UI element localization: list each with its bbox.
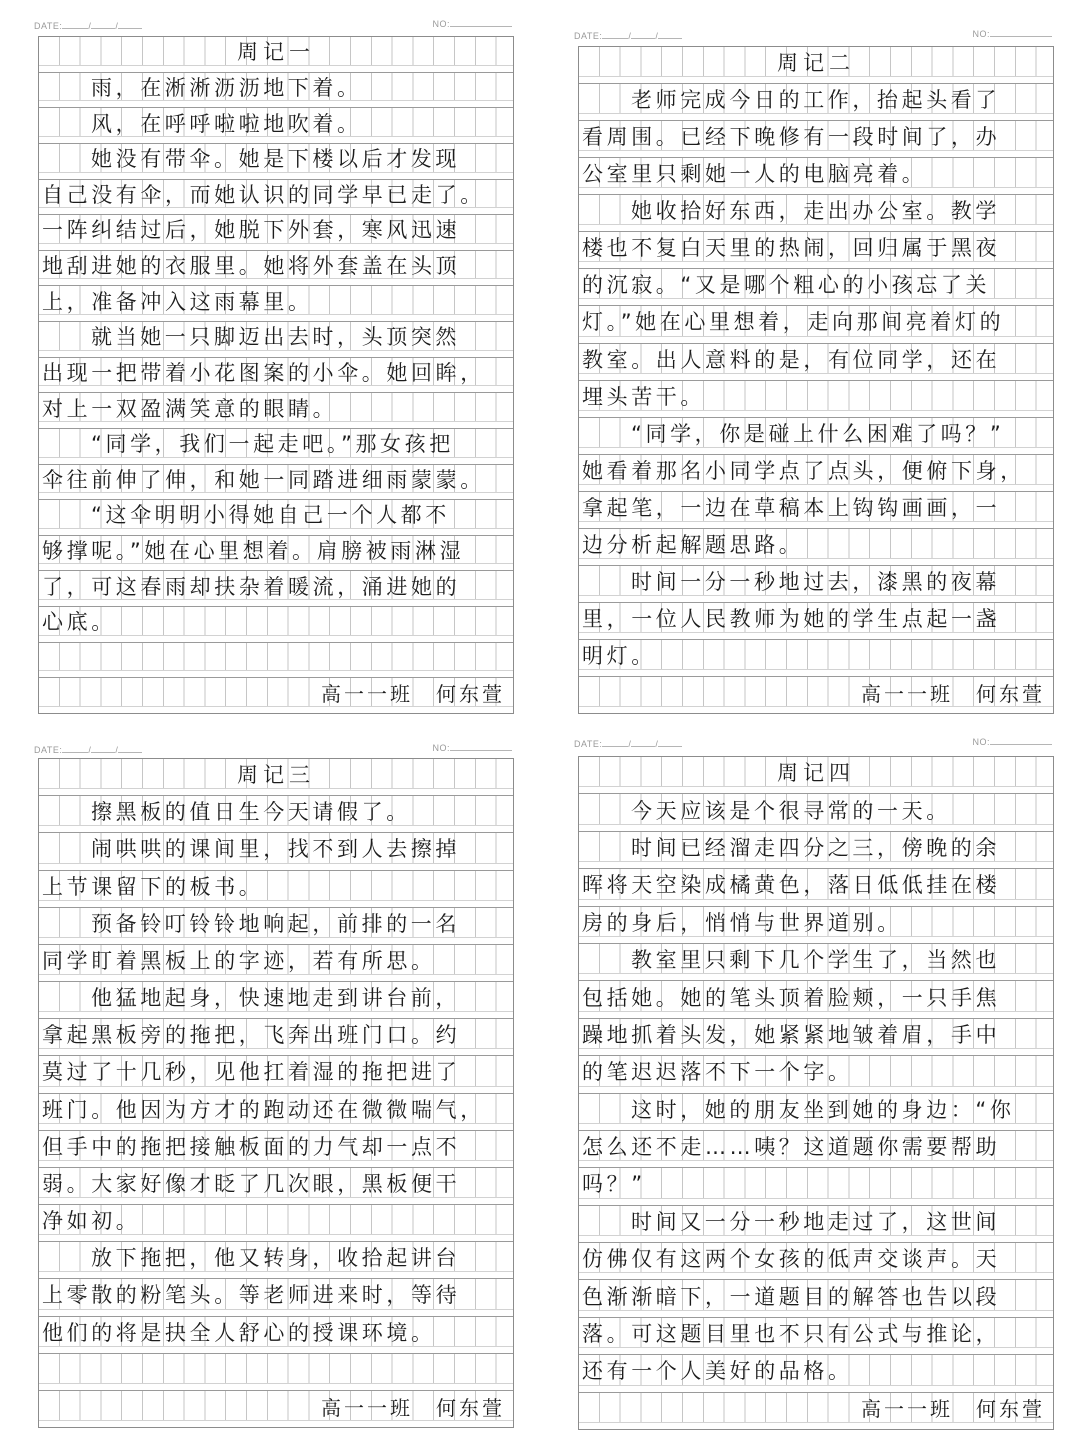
grid-row <box>39 607 513 643</box>
grid-row <box>579 1243 1053 1280</box>
grid-row <box>39 144 513 180</box>
journal-page-3 <box>34 738 520 1432</box>
grid-row <box>39 1168 513 1205</box>
date-separator: / <box>88 21 92 31</box>
text-line: 他猛地起身，快速地走到讲台前， <box>91 986 460 1011</box>
text-line: 的沉寂。“又是哪个粗心的小孩忘了关 <box>582 273 991 298</box>
entry-title: 周记三 <box>237 763 315 788</box>
grid-row <box>39 1019 513 1056</box>
grid-row <box>579 418 1053 455</box>
grid-row <box>579 455 1053 492</box>
date-separator: / <box>88 745 92 755</box>
page-header <box>34 738 520 760</box>
grid-row <box>579 269 1053 306</box>
grid-row <box>579 1318 1053 1355</box>
text-line: 心底。 <box>42 610 116 635</box>
date-label: DATE: <box>574 31 603 41</box>
grid-row <box>39 73 513 109</box>
grid-row <box>39 108 513 144</box>
grid-row <box>579 981 1053 1018</box>
text-line: 上零散的粉笔头。等老师进来时，等待 <box>42 1283 461 1308</box>
text-line: 还有一个人美好的品格。 <box>582 1359 853 1384</box>
grid-row <box>579 1280 1053 1317</box>
grid-row <box>579 306 1053 343</box>
manuscript-grid <box>38 36 514 714</box>
text-line: 她没有带伞。她是下楼以后才发现 <box>91 147 460 172</box>
grid-row <box>39 643 513 679</box>
grid-row <box>579 944 1053 981</box>
grid-row <box>39 358 513 394</box>
grid-row <box>39 393 513 429</box>
grid-row <box>579 1355 1053 1392</box>
grid-row <box>579 1131 1053 1168</box>
grid-row <box>39 1391 513 1427</box>
text-line: 教室里只剩下几个学生了，当然也 <box>631 948 1000 973</box>
text-line: 吗？” <box>582 1172 646 1197</box>
text-line: 伞往前伸了伸，和她一同踏进细雨蒙蒙。 <box>42 467 485 492</box>
text-line: 时间一分一秒地过去，漆黑的夜幕 <box>631 569 1000 594</box>
number-label: NO: <box>432 743 450 753</box>
grid-row <box>579 1206 1053 1243</box>
grid-row <box>579 1094 1053 1131</box>
text-line: 色渐渐暗下，一道题目的解答也告以段 <box>582 1284 1001 1309</box>
grid-row <box>39 37 513 73</box>
grid-row <box>39 1205 513 1242</box>
grid-row <box>39 759 513 796</box>
manuscript-grid <box>38 758 514 1428</box>
text-line: “同学，你是碰上什么困难了吗？” <box>631 421 1005 446</box>
text-line: 闹哄哄的课间里，找不到人去擦掉 <box>91 837 460 862</box>
grid-row <box>579 492 1053 529</box>
grid-row <box>579 344 1053 381</box>
grid-row <box>579 121 1053 158</box>
manuscript-grid <box>578 756 1054 1430</box>
text-line: 看周围。已经下晚修有一段时间了，办 <box>582 125 1001 150</box>
grid-row <box>579 529 1053 566</box>
text-line: 但手中的拖把接触板面的力气却一点不 <box>42 1134 461 1159</box>
grid-row <box>579 47 1053 84</box>
text-line: 她收拾好东西，走出办公室。教学 <box>631 199 1000 224</box>
grid-row <box>579 677 1053 713</box>
manuscript-grid <box>578 46 1054 714</box>
text-line: 边分析起解题思路。 <box>582 532 804 557</box>
date-separator: / <box>115 745 119 755</box>
text-line: 了，可这春雨却扶杂着暖流，涌进她的 <box>42 574 461 599</box>
grid-row <box>39 500 513 536</box>
text-line: 时间已经溜走四分之三，傍晚的余 <box>631 835 1000 860</box>
entry-title: 周记一 <box>237 40 315 65</box>
text-line: 时间又一分一秒地走过了，这世间 <box>631 1209 1000 1234</box>
grid-row <box>39 1317 513 1354</box>
text-line: 擦黑板的值日生今天请假了。 <box>91 800 411 825</box>
grid-row <box>39 871 513 908</box>
date-separator: / <box>628 739 632 749</box>
grid-row <box>39 571 513 607</box>
text-line: 埋头苦干。 <box>582 384 705 409</box>
grid-row <box>39 465 513 501</box>
grid-row <box>39 796 513 833</box>
page-header <box>34 14 520 36</box>
grid-row <box>39 180 513 216</box>
text-line: 弱。大家好像才眨了几次眼，黑板便干 <box>42 1171 461 1196</box>
text-line: 班门。他因为方才的跑动还在微微喘气， <box>42 1097 485 1122</box>
grid-row <box>579 232 1053 269</box>
journal-page-1 <box>34 14 520 716</box>
text-line: 拿起黑板旁的拖把，飞奔出班门口。约 <box>42 1023 461 1048</box>
text-line <box>39 643 513 672</box>
grid-row <box>39 678 513 713</box>
grid-row <box>579 757 1053 794</box>
text-line: 房的身后，悄悄与世界道别。 <box>582 910 902 935</box>
grid-row <box>579 869 1053 906</box>
journal-page-2 <box>574 24 1060 716</box>
date-label: DATE: <box>574 739 603 749</box>
text-line: 今天应该是个很寻常的一天。 <box>631 798 951 823</box>
text-line: 公室里只剩她一人的电脑亮着。 <box>582 162 927 187</box>
grid-row <box>39 215 513 251</box>
text-line: 够撑呢。”她在心里想着。肩膀被雨淋湿 <box>42 539 465 564</box>
entry-title: 周记四 <box>777 761 855 786</box>
page-header <box>574 732 1060 754</box>
text-line <box>39 1354 513 1384</box>
grid-row <box>39 1131 513 1168</box>
grid-row <box>579 84 1053 121</box>
journal-page-4 <box>574 732 1060 1434</box>
grid-row <box>579 1019 1053 1056</box>
entry-title: 周记二 <box>777 51 855 76</box>
text-line: 怎么还不走……咦？这道题你需要帮助 <box>582 1135 1001 1160</box>
grid-row <box>39 833 513 870</box>
date-separator: / <box>628 31 632 41</box>
grid-row <box>579 566 1053 603</box>
text-line: 同学盯着黑板上的字迹，若有所思。 <box>42 948 436 973</box>
text-line: 她看着那名小同学点了点头，便俯下身， <box>582 458 1025 483</box>
text-line: 仿佛仅有这两个女孩的低声交谈声。天 <box>582 1247 1001 1272</box>
grid-row <box>39 536 513 572</box>
text-line: 明灯。 <box>582 644 656 669</box>
text-line: 落。可这题目里也不只有公式与推论， <box>582 1322 1001 1347</box>
grid-row <box>39 322 513 358</box>
date-separator: / <box>115 21 119 31</box>
text-line: 放下拖把，他又转身，收拾起讲台 <box>91 1246 460 1271</box>
number-label: NO: <box>972 737 990 747</box>
grid-row <box>579 832 1053 869</box>
text-line: 躁地抓着头发，她紧紧地皱着眉，手中 <box>582 1022 1001 1047</box>
grid-row <box>579 794 1053 831</box>
number-label: NO: <box>972 29 990 39</box>
grid-row <box>579 603 1053 640</box>
text-line: 的笔迟迟落不下一个字。 <box>582 1060 853 1085</box>
text-line: 拿起笔，一边在草稿本上钩钩画画，一 <box>582 495 1001 520</box>
signature: 高一一班 何东萱 <box>861 1397 1045 1422</box>
number-label: NO: <box>432 19 450 29</box>
date-separator: / <box>655 739 659 749</box>
grid-row <box>579 195 1053 232</box>
grid-row <box>39 945 513 982</box>
grid-row <box>579 158 1053 195</box>
text-line: 这时，她的朋友坐到她的身边：“你 <box>631 1097 1015 1122</box>
text-line: 教室。出人意料的是，有位同学，还在 <box>582 347 1001 372</box>
text-line: 楼也不复白天里的热闹，回归属于黑夜 <box>582 236 1001 261</box>
text-line: 雨，在淅淅沥沥地下着。 <box>91 75 362 100</box>
text-line: 里，一位人民教师为她的学生点起一盏 <box>582 606 1001 631</box>
text-line: 风，在呼呼啦啦地吹着。 <box>91 111 362 136</box>
signature: 高一一班 何东萱 <box>861 681 1045 706</box>
grid-row <box>39 251 513 287</box>
grid-row <box>39 908 513 945</box>
signature: 高一一班 何东萱 <box>321 682 505 707</box>
text-line: 净如初。 <box>42 1209 141 1234</box>
grid-row <box>39 1242 513 1279</box>
grid-row <box>39 982 513 1019</box>
grid-row <box>39 1279 513 1316</box>
signature: 高一一班 何东萱 <box>321 1395 505 1420</box>
text-line: 预备铃叮铃铃地响起，前排的一名 <box>91 911 460 936</box>
text-line: 对上一双盈满笑意的眼睛。 <box>42 396 338 421</box>
grid-row <box>39 1094 513 1131</box>
grid-row <box>579 907 1053 944</box>
grid-row <box>579 1056 1053 1093</box>
text-line: 地刮进她的衣服里。她将外套盖在头顶 <box>42 254 461 279</box>
grid-row <box>579 1393 1053 1429</box>
date-label: DATE: <box>34 745 63 755</box>
text-line: “这伞明明小得她自己一个人都不 <box>91 503 450 528</box>
grid-row <box>39 1056 513 1093</box>
text-line: 出现一把带着小花图案的小伞。她回眸， <box>42 360 485 385</box>
text-line: “同学，我们一起走吧。”那女孩把 <box>91 432 454 457</box>
text-line: 上节课留下的板书。 <box>42 874 264 899</box>
grid-row <box>579 1168 1053 1205</box>
text-line: 老师完成今日的工作，抬起头看了 <box>631 88 1000 113</box>
text-line: 包括她。她的笔头顶着脸颊，一只手焦 <box>582 985 1001 1010</box>
page-header <box>574 24 1060 46</box>
grid-row <box>39 286 513 322</box>
text-line: 灯。”她在心里想着，走向那间亮着灯的 <box>582 310 1005 335</box>
date-separator: / <box>655 31 659 41</box>
grid-row <box>39 429 513 465</box>
text-line: 上，准备冲入这雨幕里。 <box>42 289 313 314</box>
grid-row <box>579 640 1053 677</box>
text-line: 就当她一只脚迈出去时，头顶突然 <box>91 325 460 350</box>
text-line: 自己没有伞，而她认识的同学早已走了。 <box>42 182 485 207</box>
text-line: 一阵纠结过后，她脱下外套，寒风迅速 <box>42 218 461 243</box>
text-line: 莫过了十几秒，见他扛着湿的拖把进了 <box>42 1060 461 1085</box>
text-line: 他们的将是抉全人舒心的授课环境。 <box>42 1320 436 1345</box>
text-line: 晖将天空染成橘黄色，落日低低挂在楼 <box>582 873 1001 898</box>
date-label: DATE: <box>34 21 63 31</box>
grid-row <box>579 381 1053 418</box>
grid-row <box>39 1354 513 1391</box>
